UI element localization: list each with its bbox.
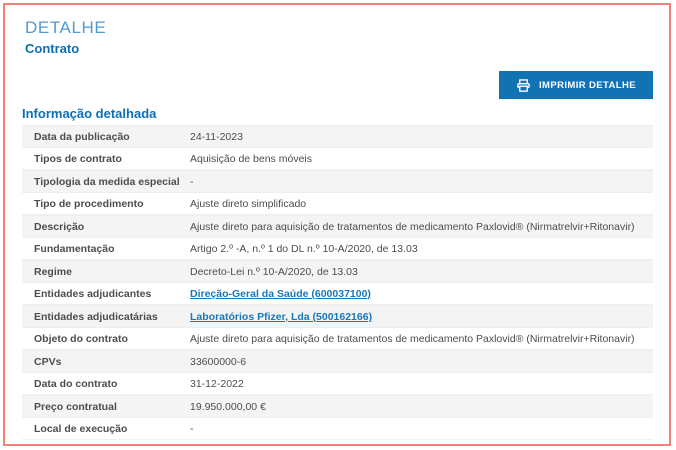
printer-icon	[516, 78, 531, 93]
row-label: CPVs	[34, 356, 62, 368]
table-row	[22, 305, 653, 328]
table-row	[22, 148, 653, 170]
print-detail-button-label: IMPRIMIR DETALHE	[539, 79, 636, 91]
row-label: Tipos de contrato	[34, 153, 122, 165]
row-label: Tipologia da medida especial	[34, 176, 180, 188]
page-subtitle: Contrato	[25, 41, 80, 56]
table-row	[22, 125, 653, 148]
row-label: Data da publicação	[34, 131, 130, 143]
detail-table	[22, 125, 653, 440]
row-label: Entidades adjudicatárias	[34, 311, 158, 323]
table-row	[22, 260, 653, 283]
print-detail-button[interactable]	[499, 71, 653, 99]
row-label: Local de execução	[34, 423, 128, 435]
row-value: 33600000-6	[190, 356, 247, 368]
row-value: 19.950.000,00 €	[190, 401, 266, 413]
row-value: Ajuste direto simplificado	[190, 198, 307, 210]
table-row	[22, 418, 653, 440]
row-value: Ajuste direto para aquisição de tratamentos de medicamento Paxlovid® (Nirmatrelvir+Ritonavir)	[190, 221, 635, 233]
table-row	[22, 350, 653, 373]
row-value	[190, 283, 653, 304]
table-row	[22, 215, 653, 238]
row-value: Artigo 2.º -A, n.º 1 do DL n.º 10-A/2020, de 13.03	[190, 243, 418, 255]
row-label: Entidades adjudicantes	[34, 288, 152, 300]
row-value: Decreto-Lei n.º 10-A/2020, de 13.03	[190, 266, 358, 278]
page-title: DETALHE	[25, 18, 107, 37]
contract-detail-panel	[3, 3, 671, 446]
row-label: Fundamentação	[34, 243, 115, 255]
table-row	[22, 170, 653, 193]
row-label: Tipo de procedimento	[34, 198, 144, 210]
row-value: 24-11-2023	[190, 131, 243, 143]
section-title: Informação detalhada	[22, 106, 157, 121]
table-row	[22, 373, 653, 395]
table-row	[22, 283, 653, 305]
table-row	[22, 193, 653, 215]
table-row	[22, 238, 653, 260]
entity-link[interactable]: Direção-Geral da Saúde (600037100)	[190, 288, 371, 300]
row-value: -	[190, 423, 194, 435]
row-label: Objeto do contrato	[34, 333, 128, 345]
row-label: Preço contratual	[34, 401, 117, 413]
row-label: Descrição	[34, 221, 85, 233]
row-value: 31-12-2022	[190, 378, 244, 390]
row-value: -	[190, 176, 194, 188]
row-value: Ajuste direto para aquisição de tratamentos de medicamento Paxlovid® (Nirmatrelvir+Ritonavir)	[190, 333, 635, 345]
entity-link[interactable]: Laboratórios Pfizer, Lda (500162166)	[190, 311, 373, 323]
row-value	[190, 306, 653, 327]
toolbar	[22, 71, 653, 99]
table-row	[22, 395, 653, 418]
row-value: Aquisição de bens móveis	[190, 153, 312, 165]
table-row	[22, 328, 653, 350]
row-label: Data do contrato	[34, 378, 118, 390]
row-label: Regime	[34, 266, 72, 278]
